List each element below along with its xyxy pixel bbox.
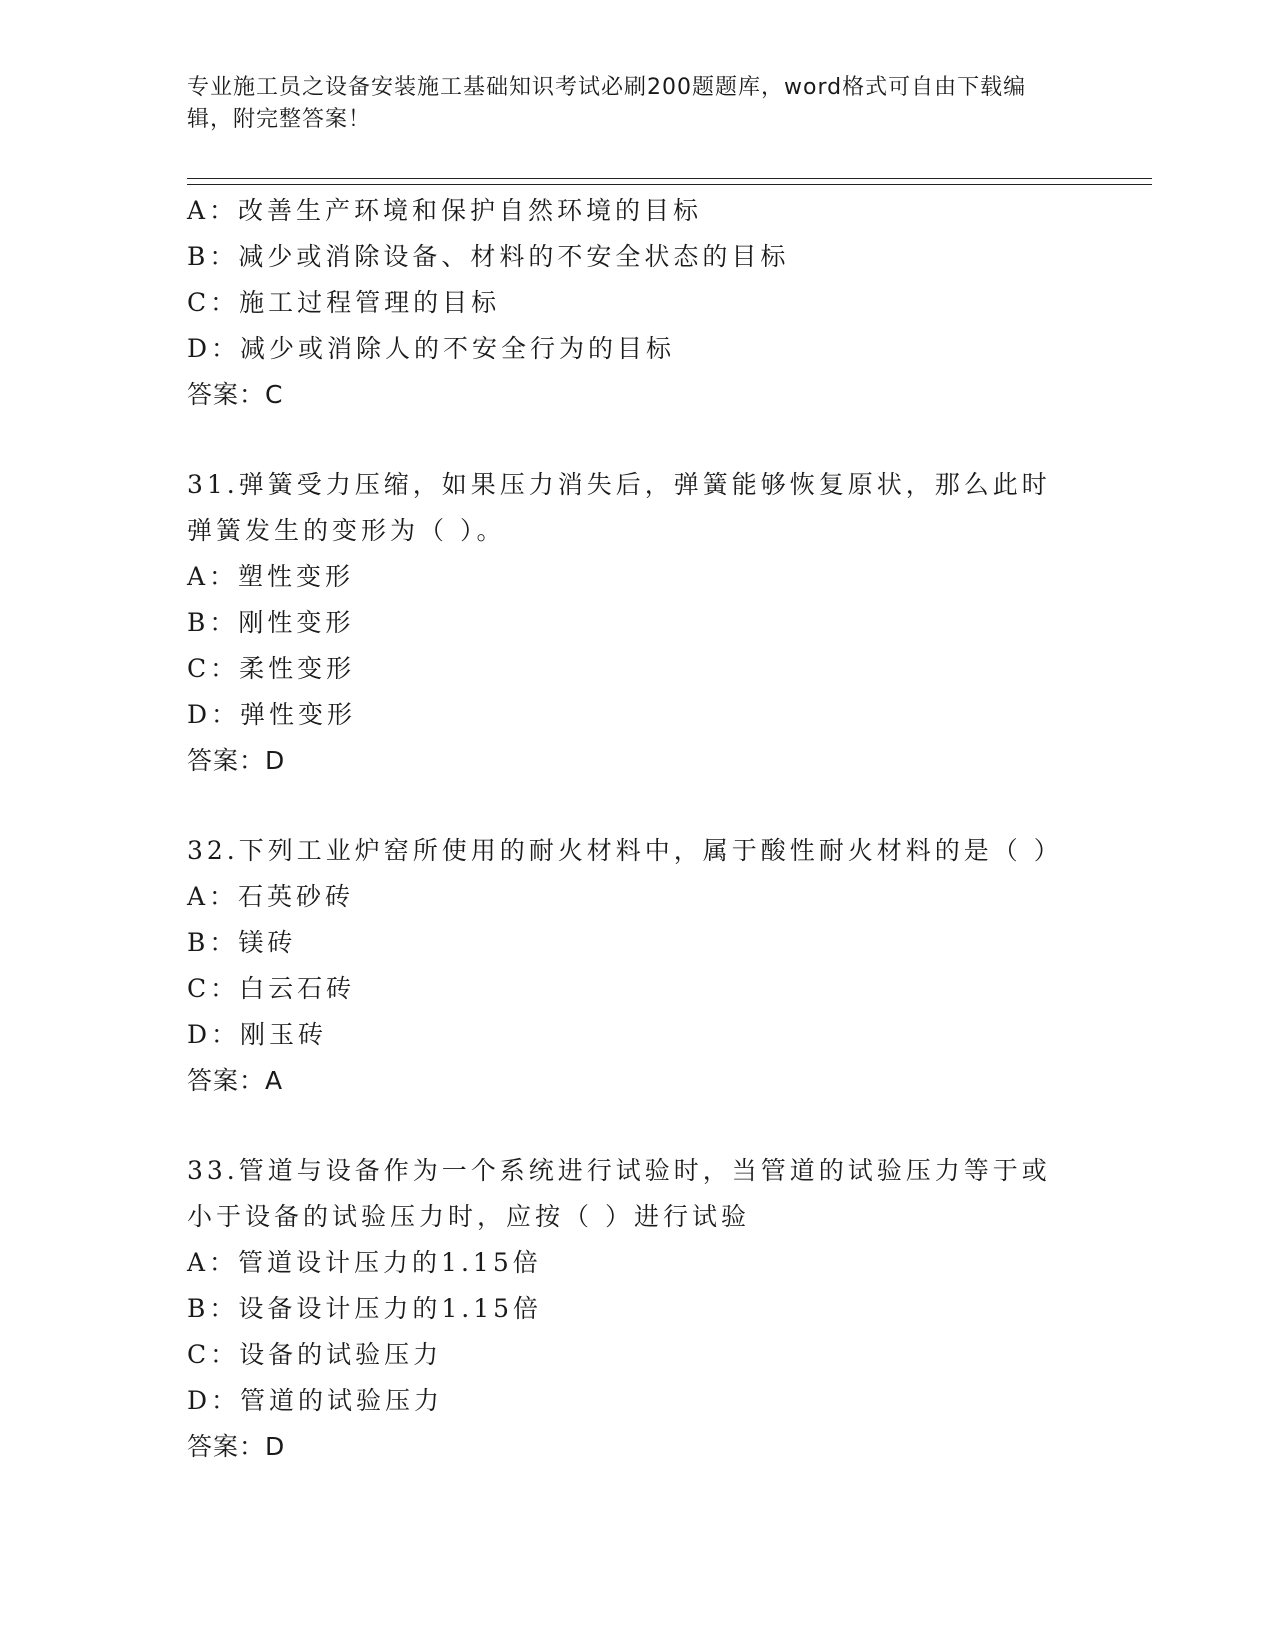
option-c: C：白云石砖 [187,974,356,1003]
question-text: 32.下列工业炉窑所使用的耐火材料中，属于酸性耐火材料的是（ ） [187,836,1063,865]
option-c: C：施工过程管理的目标 [187,288,501,317]
option-b: B：刚性变形 [187,608,355,637]
answer-line: 答案：C [187,380,284,409]
answer-line: 答案：D [187,1432,286,1461]
option-c: C：设备的试验压力 [187,1340,443,1369]
question-content [187,188,1087,1470]
document-header: 专业施工员之设备安装施工基础知识考试必刷200题题库，word格式可自由下载编辑，附完整答案！ [187,75,1027,132]
option-a: A：改善生产环境和保护自然环境的目标 [187,196,703,225]
option-d: D：弹性变形 [187,700,357,729]
spacer [187,418,1087,462]
question-text: 31.弹簧受力压缩，如果压力消失后，弹簧能够恢复原状，那么此时弹簧发生的变形为（ ）。 [187,470,1051,545]
option-c: C：柔性变形 [187,654,356,683]
option-a: A：塑性变形 [187,562,355,591]
option-b: B：设备设计压力的1.15倍 [187,1294,543,1323]
spacer [187,784,1087,828]
question-block-32 [187,828,1087,1104]
option-d: D：管道的试验压力 [187,1386,444,1415]
option-b: B：镁砖 [187,928,297,957]
header-divider-top [187,178,1152,179]
header-divider-bottom [187,184,1152,185]
option-b: B：减少或消除设备、材料的不安全状态的目标 [187,242,790,271]
option-d: D：减少或消除人的不安全行为的目标 [187,334,676,363]
option-a: A：石英砂砖 [187,882,355,911]
question-text: 33.管道与设备作为一个系统进行试验时，当管道的试验压力等于或小于设备的试验压力时，应按（ ）进行试验 [187,1156,1051,1231]
option-a: A：管道设计压力的1.15倍 [187,1248,542,1277]
option-d: D：刚玉砖 [187,1020,328,1049]
answer-line: 答案：A [187,1066,284,1095]
question-block-33 [187,1148,1087,1470]
question-block-30 [187,188,1087,418]
spacer [187,1104,1087,1148]
answer-line: 答案：D [187,746,286,775]
question-block-31 [187,462,1087,784]
